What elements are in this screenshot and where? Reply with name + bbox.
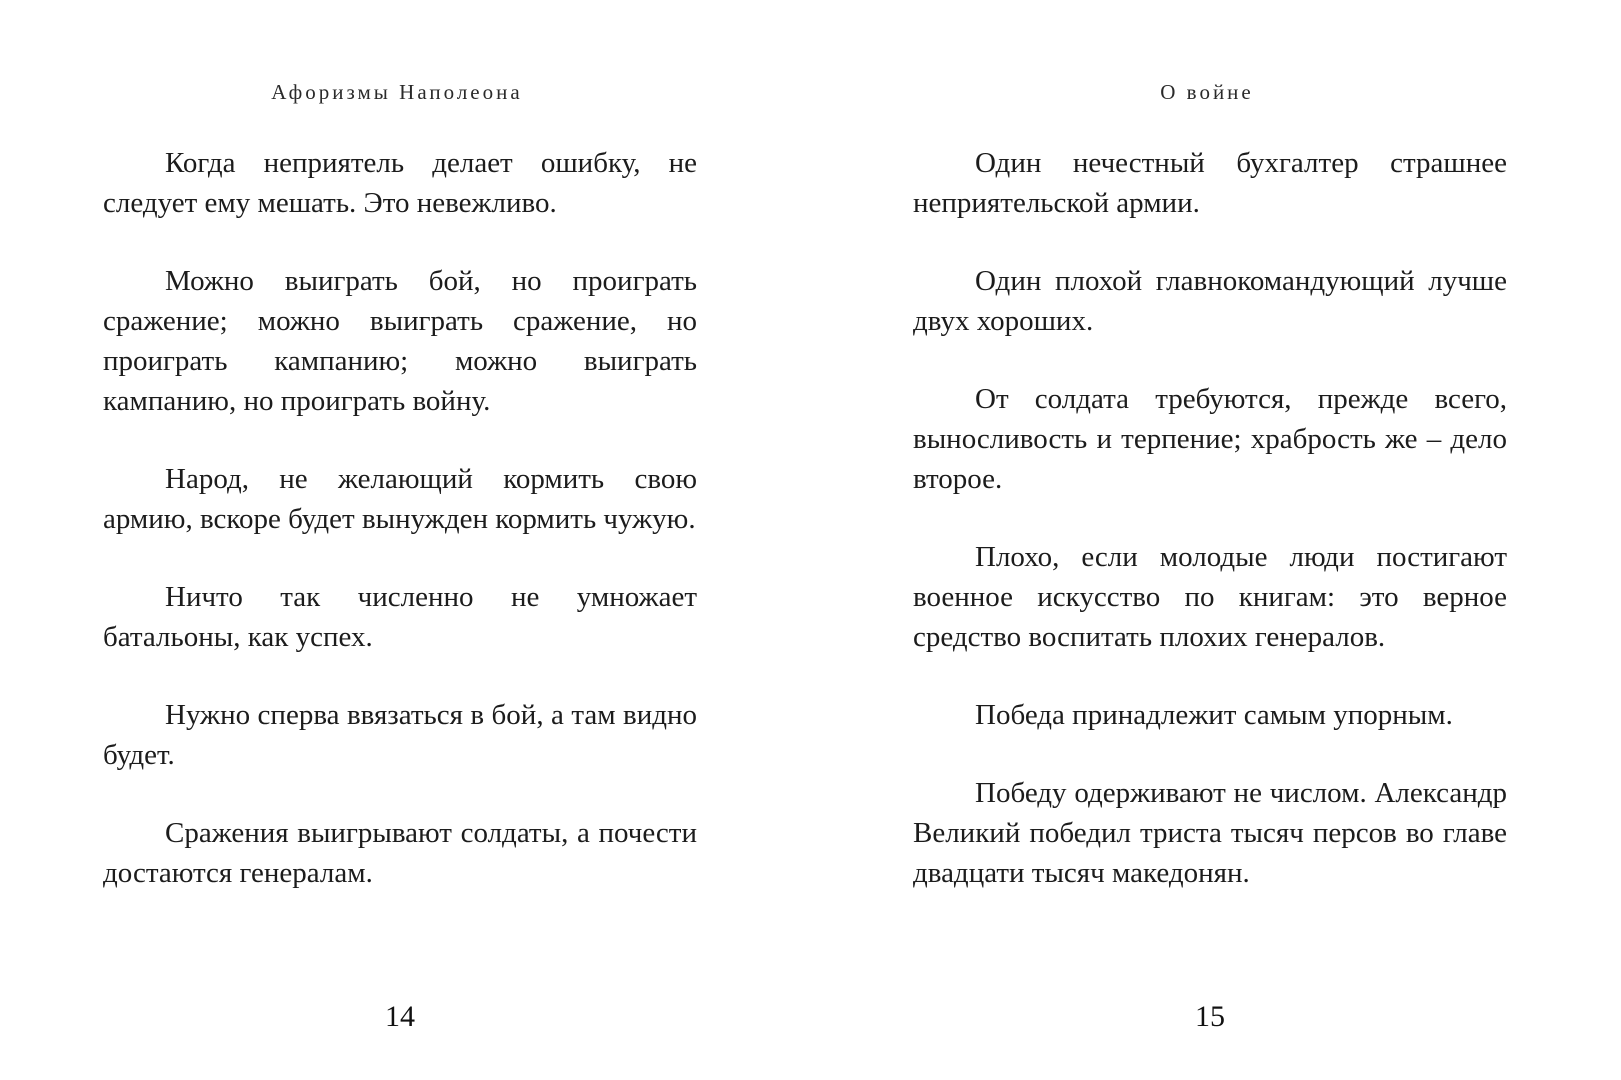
aphorism: Один плохой главнокомандующий лучше двух хороших. [913,265,1507,337]
aphorism-list-right [913,143,1507,893]
aphorism: От солдата требуются, прежде всего, выносливость и терпение; храбрость же – дело второе. [913,383,1507,495]
aphorism: Победа принадлежит самым упорным. [975,699,1453,731]
aphorism: Ничто так численно не умножает батальоны, как успех. [103,581,697,653]
running-head-right: О войне [1160,80,1254,104]
aphorism: Нужно сперва ввязаться в бой, а там видно будет. [103,699,697,771]
left-page [0,0,810,1080]
aphorism: Народ, не желающий кормить свою армию, вскоре будет вынужден кормить чужую. [103,463,697,535]
running-head-left: Афоризмы Наполеона [271,80,523,104]
page-number-left: 14 [385,1000,415,1033]
aphorism-list-left [103,143,697,893]
aphorism: Когда неприятель делает ошибку, не следует ему мешать. Это невежливо. [103,147,697,219]
aphorism: Сражения выигрывают солдаты, а почести достаются генералам. [103,817,697,889]
aphorism: Один нечестный бухгалтер страшнее неприятельской армии. [913,147,1507,219]
aphorism: Победу одерживают не числом. Александр Великий победил триста тысяч персов во главе двадцати тысяч македонян. [913,777,1507,889]
page-number-right: 15 [1195,1000,1225,1033]
aphorism: Плохо, если молодые люди постигают военное искусство по книгам: это верное средство воспитать плохих генералов. [913,541,1507,653]
aphorism: Можно выиграть бой, но проиграть сражение; можно выиграть сражение, но проиграть кампанию; можно выиграть кампанию, но проиграть войну. [103,265,697,417]
right-page [810,0,1621,1080]
